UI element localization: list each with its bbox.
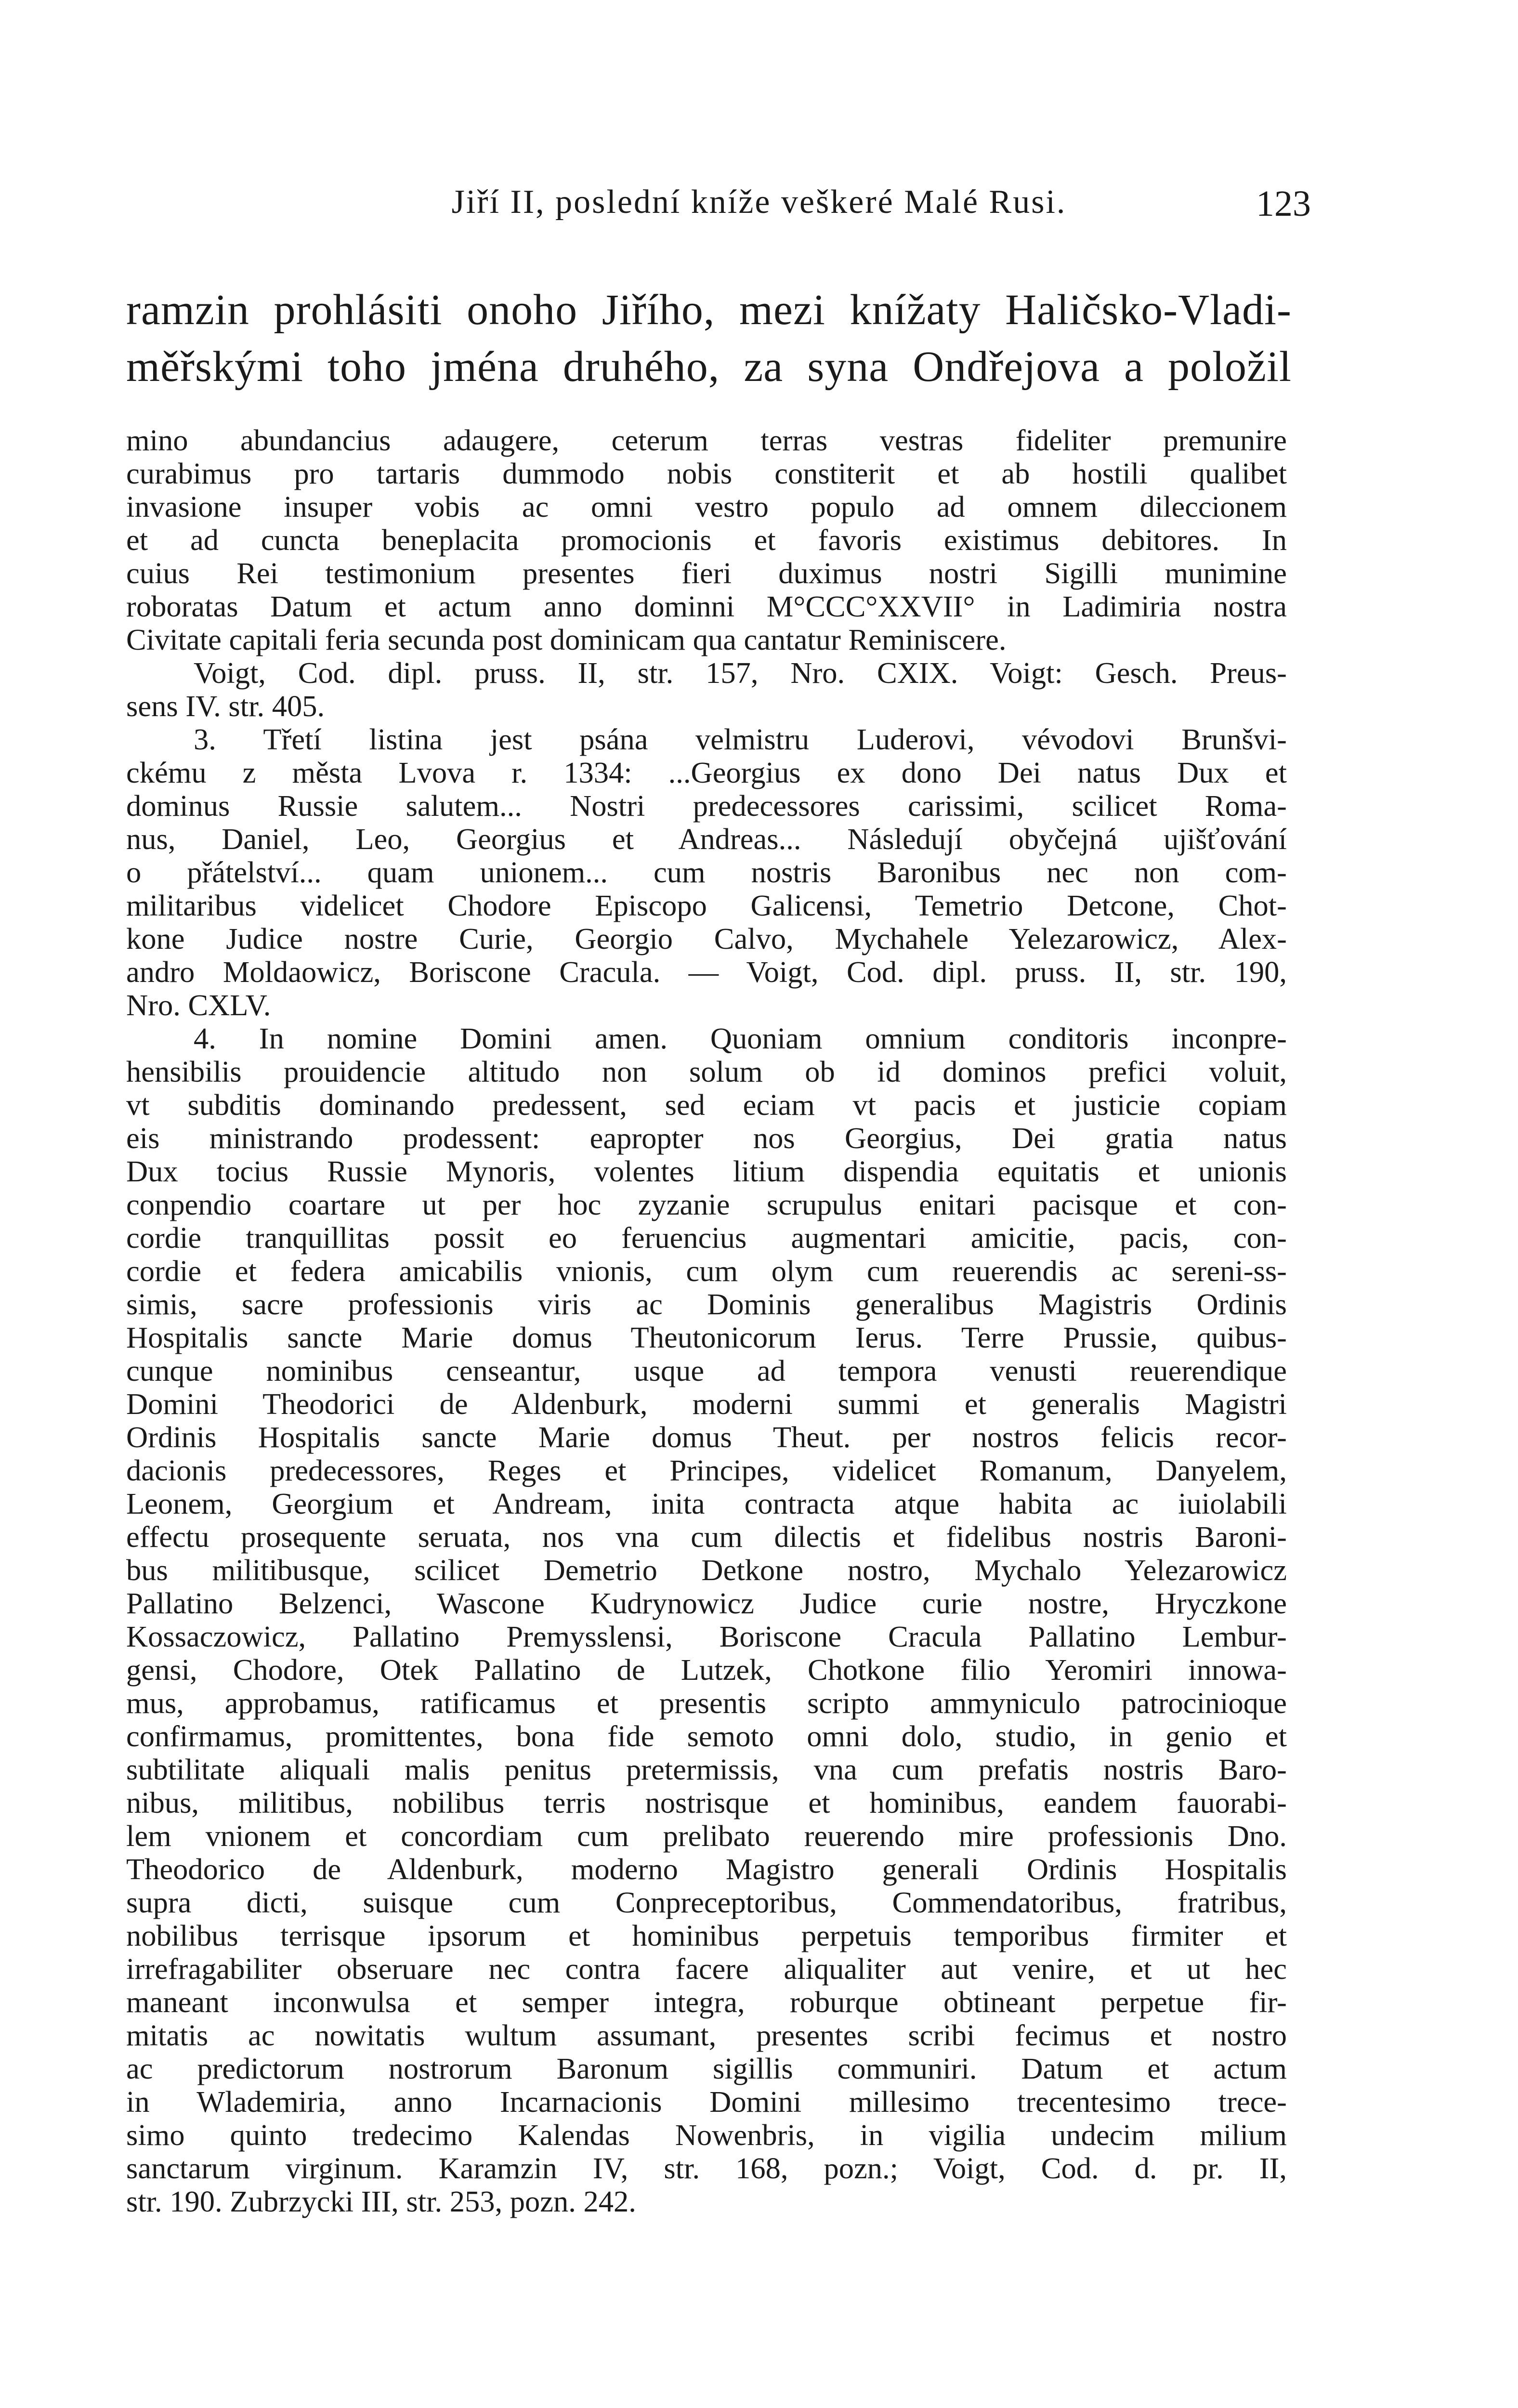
text-line: in Wlademiria, anno Incarnacionis Domini millesimo trecentesimo trece- [126, 2085, 1287, 2119]
text-line: roboratas Datum et actum anno dominni M°CCC°XXVII° in Ladimiria nostra [126, 589, 1287, 623]
text-line: invasione insuper vobis ac omni vestro populo ad omnem dileccionem [126, 490, 1287, 523]
text-line: hensibilis prouidencie altitudo non solum ob id dominos prefici voluit, [126, 1055, 1287, 1088]
text-line: nus, Daniel, Leo, Georgius et Andreas... Následují obyčejná ujišťování [126, 822, 1287, 856]
text-line: bus militibusque, scilicet Demetrio Detkone nostro, Mychalo Yelezarowicz [126, 1553, 1287, 1587]
text-line: cunque nominibus censeantur, usque ad tempora venusti reuerendique [126, 1354, 1287, 1387]
text-line: Civitate capitali feria secunda post dominicam qua cantatur Reminiscere. [126, 623, 1007, 656]
text-line: ac predictorum nostrorum Baronum sigillis communiri. Datum et actum [126, 2052, 1287, 2085]
page-header [0, 183, 1518, 241]
text-line: Leonem, Georgium et Andream, inita contracta atque habita ac iuiolabili [126, 1487, 1287, 1520]
text-line: andro Moldaowicz, Boriscone Cracula. — Voigt, Cod. dipl. pruss. II, str. 190, [126, 955, 1287, 989]
text-line: conpendio coartare ut per hoc zyzanie scrupulus enitari pacisque et con- [126, 1188, 1287, 1221]
text-line: curabimus pro tartaris dummodo nobis constiterit et ab hostili qualibet [126, 457, 1287, 490]
text-line: nibus, militibus, nobilibus terris nostrisque et hominibus, eandem fauorabi- [126, 1786, 1287, 1819]
text-line: sanctarum virginum. Karamzin IV, str. 168, pozn.; Voigt, Cod. d. pr. II, [126, 2151, 1287, 2185]
text-line: subtilitate aliquali malis penitus pretermissis, vna cum prefatis nostris Baro- [126, 1753, 1287, 1786]
text-line: Theodorico de Aldenburk, moderno Magistro generali Ordinis Hospitalis [126, 1852, 1287, 1886]
text-line: militaribus videlicet Chodore Episcopo Galicensi, Temetrio Detcone, Chot- [126, 889, 1287, 922]
text-line: str. 190. Zubrzycki III, str. 253, pozn. 242. [126, 2185, 636, 2218]
text-line: simo quinto tredecimo Kalendas Nowenbris, in vigilia undecim milium [126, 2118, 1287, 2152]
text-line: dacionis predecessores, Reges et Principes, videlicet Romanum, Danyelem, [126, 1453, 1287, 1487]
text-line: ckému z města Lvova r. 1334: ...Georgius ex dono Dei natus Dux et [126, 756, 1287, 789]
document-body [126, 424, 1287, 2218]
text-line: Nro. CXLV. [126, 988, 271, 1022]
text-line: supra dicti, suisque cum Conpreceptoribus, Commendatoribus, fratribus, [126, 1885, 1287, 1919]
text-line: nobilibus terrisque ipsorum et hominibus perpetuis temporibus firmiter et [126, 1919, 1287, 1952]
lead-line: ramzin prohlásiti onoho Jiřího, mezi knížaty Haličsko-Vladi- [126, 286, 1292, 334]
text-line: Pallatino Belzenci, Wascone Kudrynowicz Judice curie nostre, Hryczkone [126, 1586, 1287, 1620]
text-line: Domini Theodorici de Aldenburk, moderni summi et generalis Magistri [126, 1387, 1287, 1421]
text-line: Ordinis Hospitalis sancte Marie domus Theut. per nostros felicis recor- [126, 1420, 1287, 1454]
text-line: kone Judice nostre Curie, Georgio Calvo, Mychahele Yelezarowicz, Alex- [126, 922, 1287, 955]
text-line: confirmamus, promittentes, bona fide semoto omni dolo, studio, in genio et [126, 1719, 1287, 1753]
text-line: irrefragabiliter obseruare nec contra facere aliqualiter aut venire, et ut hec [126, 1952, 1287, 1986]
text-line: 3. Třetí listina jest psána velmistru Luderovi, vévodovi Brunšvi- [194, 722, 1287, 756]
text-line: Dux tocius Russie Mynoris, volentes litium dispendia equitatis et unionis [126, 1154, 1287, 1188]
text-line: cuius Rei testimonium presentes fieri duximus nostri Sigilli munimine [126, 556, 1287, 590]
text-line: 4. In nomine Domini amen. Quoniam omnium conditoris inconpre- [194, 1021, 1287, 1055]
text-line: cordie tranquillitas possit eo feruencius augmentari amicitie, pacis, con- [126, 1221, 1287, 1255]
page-number: 123 [1256, 183, 1311, 224]
text-line: Kossaczowicz, Pallatino Premysslensi, Boriscone Cracula Pallatino Lembur- [126, 1620, 1287, 1653]
running-title: Jiří II, poslední kníže veškeré Malé Rusi. [451, 183, 1067, 221]
text-line: mitatis ac nowitatis wultum assumant, presentes scribi fecimus et nostro [126, 2018, 1287, 2052]
text-line: mus, approbamus, ratificamus et presentis scripto ammyniculo patrocinioque [126, 1686, 1287, 1720]
text-line: simis, sacre professionis viris ac Dominis generalibus Magistris Ordinis [126, 1287, 1287, 1321]
text-line: et ad cuncta beneplacita promocionis et favoris existimus debitores. In [126, 523, 1287, 557]
text-line: Hospitalis sancte Marie domus Theutonicorum Ierus. Terre Prussie, quibus- [126, 1321, 1287, 1354]
lead-line: měřskými toho jména druhého, za syna Ondřejova a položil [126, 343, 1292, 391]
text-line: vt subditis dominando predessent, sed eciam vt pacis et justicie copiam [126, 1088, 1287, 1122]
text-line: dominus Russie salutem... Nostri predecessores carissimi, scilicet Roma- [126, 789, 1287, 823]
text-line: effectu prosequente seruata, nos vna cum dilectis et fidelibus nostris Baroni- [126, 1520, 1287, 1554]
lead-paragraph [126, 282, 1292, 395]
text-line: lem vnionem et concordiam cum prelibato reuerendo mire professionis Dno. [126, 1819, 1287, 1853]
text-line: o přátelství... quam unionem... cum nostris Baronibus nec non com- [126, 855, 1287, 889]
text-line: mino abundancius adaugere, ceterum terras vestras fideliter premunire [126, 423, 1287, 457]
text-line: gensi, Chodore, Otek Pallatino de Lutzek, Chotkone filio Yeromiri innowa- [126, 1653, 1287, 1687]
text-line: Voigt, Cod. dipl. pruss. II, str. 157, Nro. CXIX. Voigt: Gesch. Preus- [194, 656, 1287, 690]
text-line: eis ministrando prodessent: eapropter nos Georgius, Dei gratia natus [126, 1121, 1287, 1155]
text-line: maneant inconwulsa et semper integra, roburque obtineant perpetue fir- [126, 1985, 1287, 2019]
text-line: sens IV. str. 405. [126, 689, 325, 723]
text-line: cordie et federa amicabilis vnionis, cum olym cum reuerendis ac sereni-ss- [126, 1254, 1287, 1288]
